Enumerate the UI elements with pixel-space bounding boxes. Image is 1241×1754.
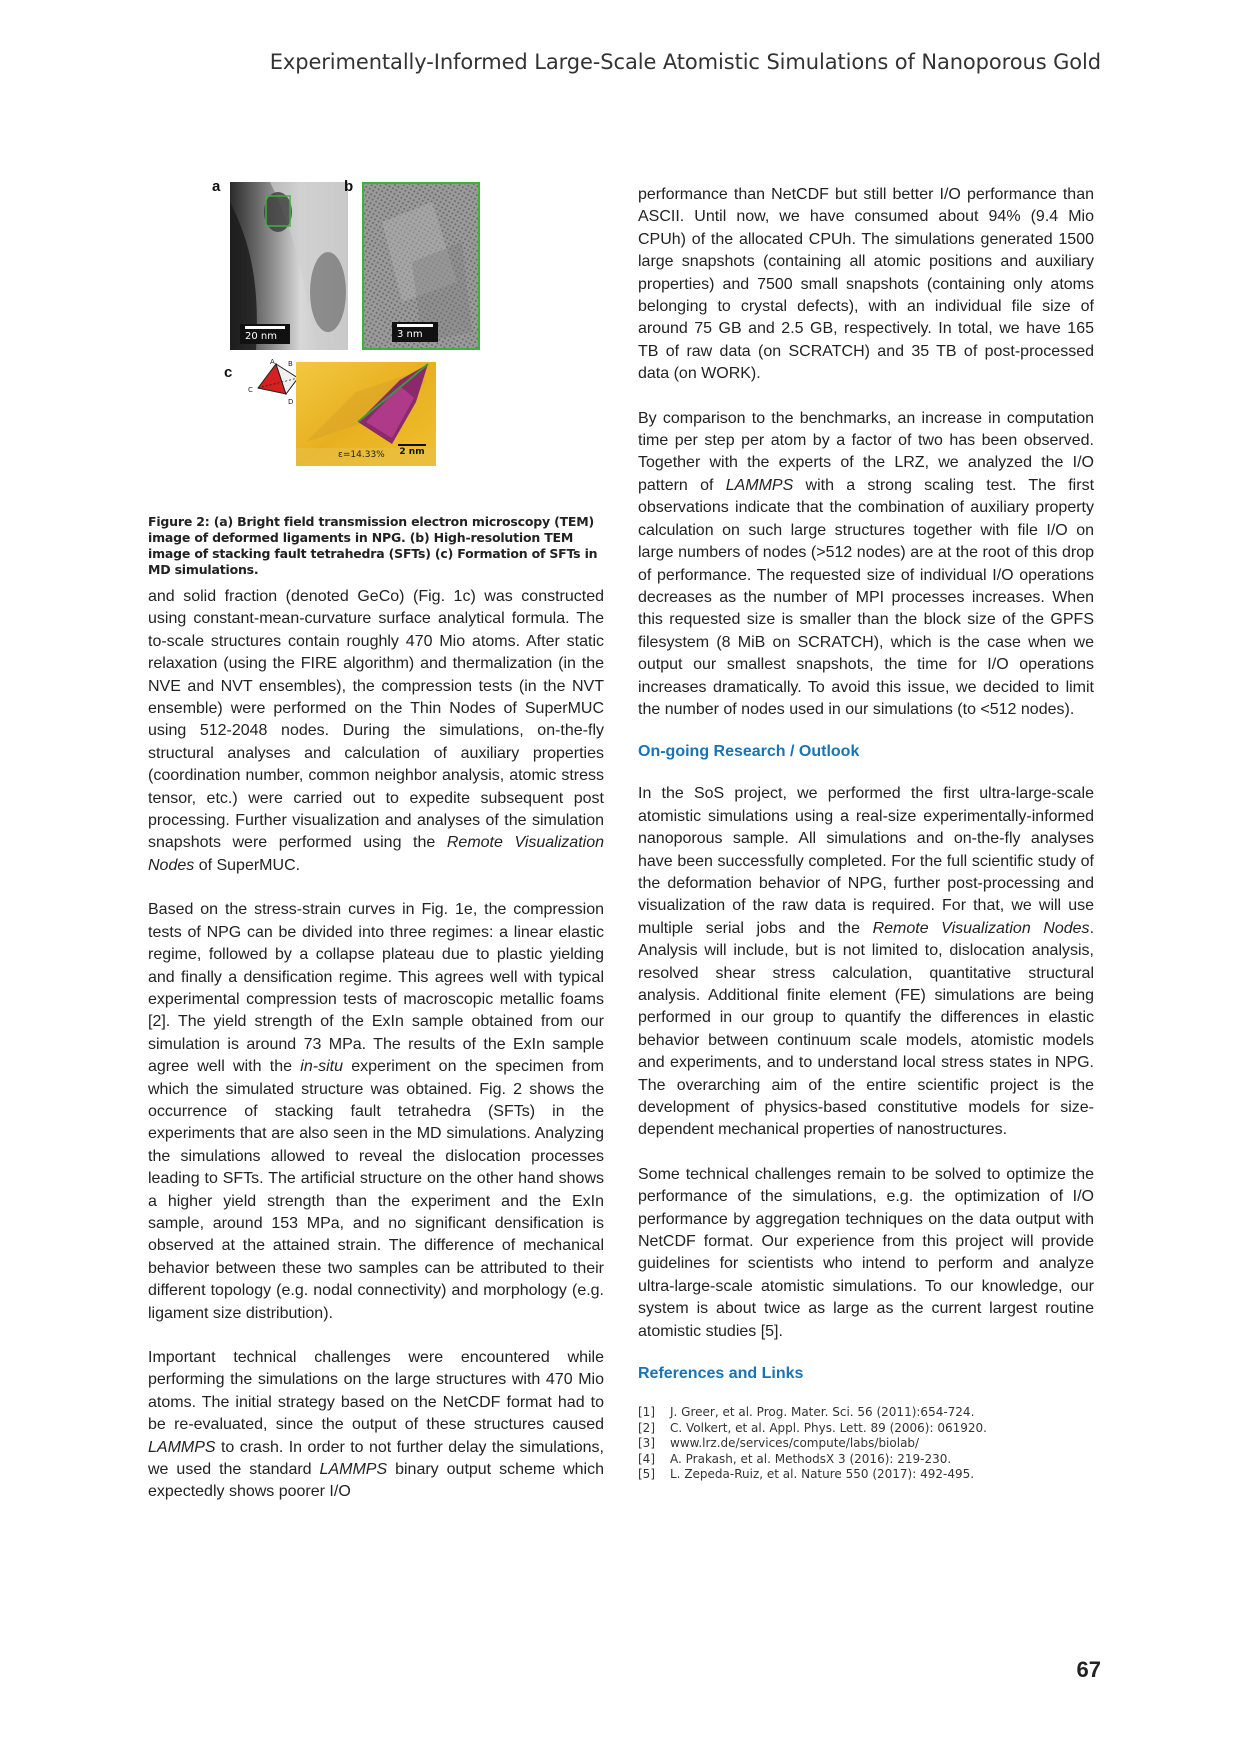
figure-panel-c (224, 358, 498, 468)
paragraph: performance than NetCDF but still better I/O performance than ASCII. Until now, we have consumed about 94% (9.4 Mio CPUh) of the allocated CPUh. The simulations generated 1500 large snapshots (containing all atomic positions and auxiliary properties) and 7500 small snapshots (containing only atoms belonging to crystal defects), with an individual file size of around 75 GB and 2.5 GB, respectively. In total, we have 165 TB of raw data (on SCRATCH) and 35 TB of post-processed data (on WORK). (638, 186, 1094, 383)
paragraph: Some technical challenges remain to be solved to optimize the performance of the simulations, e.g. the optimization of I/O performance by aggregation techniques on the data output with NetCDF format. Our experience from this project will provide guidelines for scientists who intend to perform and analyze ultra-large-scale atomistic simulations. To our knowledge, our system is about twice as large as the current largest routine atomistic studies [5]. (638, 1165, 1094, 1340)
reference-item: [5] L. Zepeda-Ruiz, et al. Nature 550 (2017): 492-495. (638, 1467, 975, 1482)
figure-panel-a (212, 178, 348, 350)
section-heading-outlook: On-going Research / Outlook (638, 743, 860, 761)
figure-2 (148, 180, 604, 502)
figure-caption: Figure 2: (a) Bright field transmission electron microscopy (TEM) image of deformed ligaments in NPG. (b) High-resolution TEM image of stacking fault tetrahedra (SFTs) (c) Formation of SFTs in MD simulations. (148, 514, 598, 577)
reference-item: [2] C. Volkert, et al. Appl. Phys. Lett. 89 (2006): 061920. (638, 1420, 987, 1435)
left-column (148, 180, 604, 1526)
right-column (638, 184, 1094, 1483)
panel-c-label: c (224, 364, 233, 381)
reference-item: [4] A. Prakash, et al. MethodsX 3 (2016): 219-230. (638, 1451, 952, 1466)
right-body (638, 184, 1094, 1483)
svg-text:A: A (270, 358, 275, 366)
left-body (148, 586, 604, 1504)
figure-panel-b (344, 178, 480, 350)
svg-text:B: B (288, 360, 293, 368)
scalebar-b: 3 nm (392, 322, 438, 342)
scalebar-a: 20 nm (240, 324, 290, 344)
paragraph: In the SoS project, we performed the first ultra-large-scale atomistic simulations using a real-size experimentally-informed nanoporous sample. All simulations and on-the-fly analyses have been successfully completed. For the full scientific study of the deformation behavior of NPG, further post-processing and visualization of the raw data is required. For that, we will use multiple serial jobs and the Remote Visualization Nodes. Analysis will include, but is not limited to, dislocation analysis, resolved shear stress calculation, quantitative structural analysis. Additional finite element (FE) simulations are being performed in our group to quantify the differences in elastic behavior between continuum scale models, atomistic models and experiments, and to understand local stress states in NPG. The overarching aim of the entire scientific project is the development of physics-based constitutive models for size-dependent mechanical properties of nanostructures. (638, 785, 1095, 1139)
panel-a-label: a (212, 178, 221, 195)
svg-text:D: D (288, 398, 294, 406)
paragraph: Important technical challenges were encountered while performing the simulations on the large structures with 470 Mio atoms. The initial strategy based on the NetCDF format had to be re-evaluated, since the output of these structures caused LAMMPS to crash. In order to not further delay the simulations, we used the standard LAMMPS binary output scheme which expectedly shows poorer I/O (148, 1349, 604, 1501)
reference-link[interactable]: www.lrz.de/services/compute/labs/biolab/ (670, 1436, 920, 1451)
reference-item[interactable]: [3] www.lrz.de/services/compute/labs/biolab/ (638, 1436, 920, 1451)
running-header: Experimentally-Informed Large-Scale Atomistic Simulations of Nanoporous Gold (269, 50, 1101, 74)
paragraph: By comparison to the benchmarks, an increase in computation time per step per atom by a factor of two has been observed. Together with the experts of the LRZ, we analyzed the I/O pattern of LAMMPS with a strong scaling test. The first observations indicate that the combination of auxiliary property calculation on such large structures together with file I/O on large numbers of nodes (>512 nodes) are at the root of this drop of performance. The requested size of individual I/O operations decreases as the number of MPI processes increases. When this requested size is smaller than the block size of the GPFS filesystem (8 MiB on SCRATCH), which is the case when we output our smallest snapshots, the time for I/O operations increases dramatically. To avoid this issue, we decided to limit the number of nodes used in our simulations (to <512 nodes). (638, 409, 1095, 718)
paragraph: and solid fraction (denoted GeCo) (Fig. 1c) was constructed using constant-mean-curvature surface analytical formula. The to-scale structures contain roughly 470 Mio atoms. After static relaxation (using the FIRE algorithm) and thermalization (in the NVE and NVT ensembles), the compression tests (in the NVT ensemble) were performed on the Thin Nodes of SuperMUC using 512-2048 nodes. During the simulations, on-the-fly structural analyses and calculation of auxiliary properties (coordination number, common neighbor analysis, atomic stress tensor, etc.) were carried out to expedite subsequent post processing. Further visualization and analyses of the simulation snapshots were performed using the Remote Visualization Nodes of SuperMUC. (148, 588, 604, 874)
panel-b-label: b (344, 178, 354, 195)
reference-list (638, 1405, 1094, 1483)
scalebar-c: 2 nm (398, 444, 426, 457)
section-heading-references: References and Links (638, 1365, 804, 1383)
page-number: 67 (1076, 1657, 1101, 1682)
svg-text:C: C (248, 386, 253, 394)
reference-item: [1] J. Greer, et al. Prog. Mater. Sci. 56 (2011):654-724. (638, 1405, 975, 1420)
paragraph: Based on the stress-strain curves in Fig. 1e, the compression tests of NPG can be divided into three regimes: a linear elastic regime, followed by a collapse plateau due to plastic yielding and finally a densification regime. This agrees well with typical experimental compression tests of macroscopic metallic foams [2]. The yield strength of the ExIn sample obtained from our simulation is around 73 MPa. The results of the ExIn sample agree well with the in-situ experiment on the specimen from which the simulated structure was obtained. Fig. 2 shows the occurrence of stacking fault tetrahedra (SFTs) in the experiments that are also seen in the MD simulations. Analyzing the simulations allowed to reveal the dislocation processes leading to SFTs. The artificial structure on the other hand shows a higher yield strength than the experiment and the ExIn sample, around 153 MPa, and no significant densification is observed at the attained strain. The difference of mechanical behavior between these two samples can be attributed to their different topology (e.g. nodal connectivity) and morphology (e.g. ligament size distribution). (148, 901, 604, 1322)
strain-label: ε=14.33% (338, 450, 385, 460)
